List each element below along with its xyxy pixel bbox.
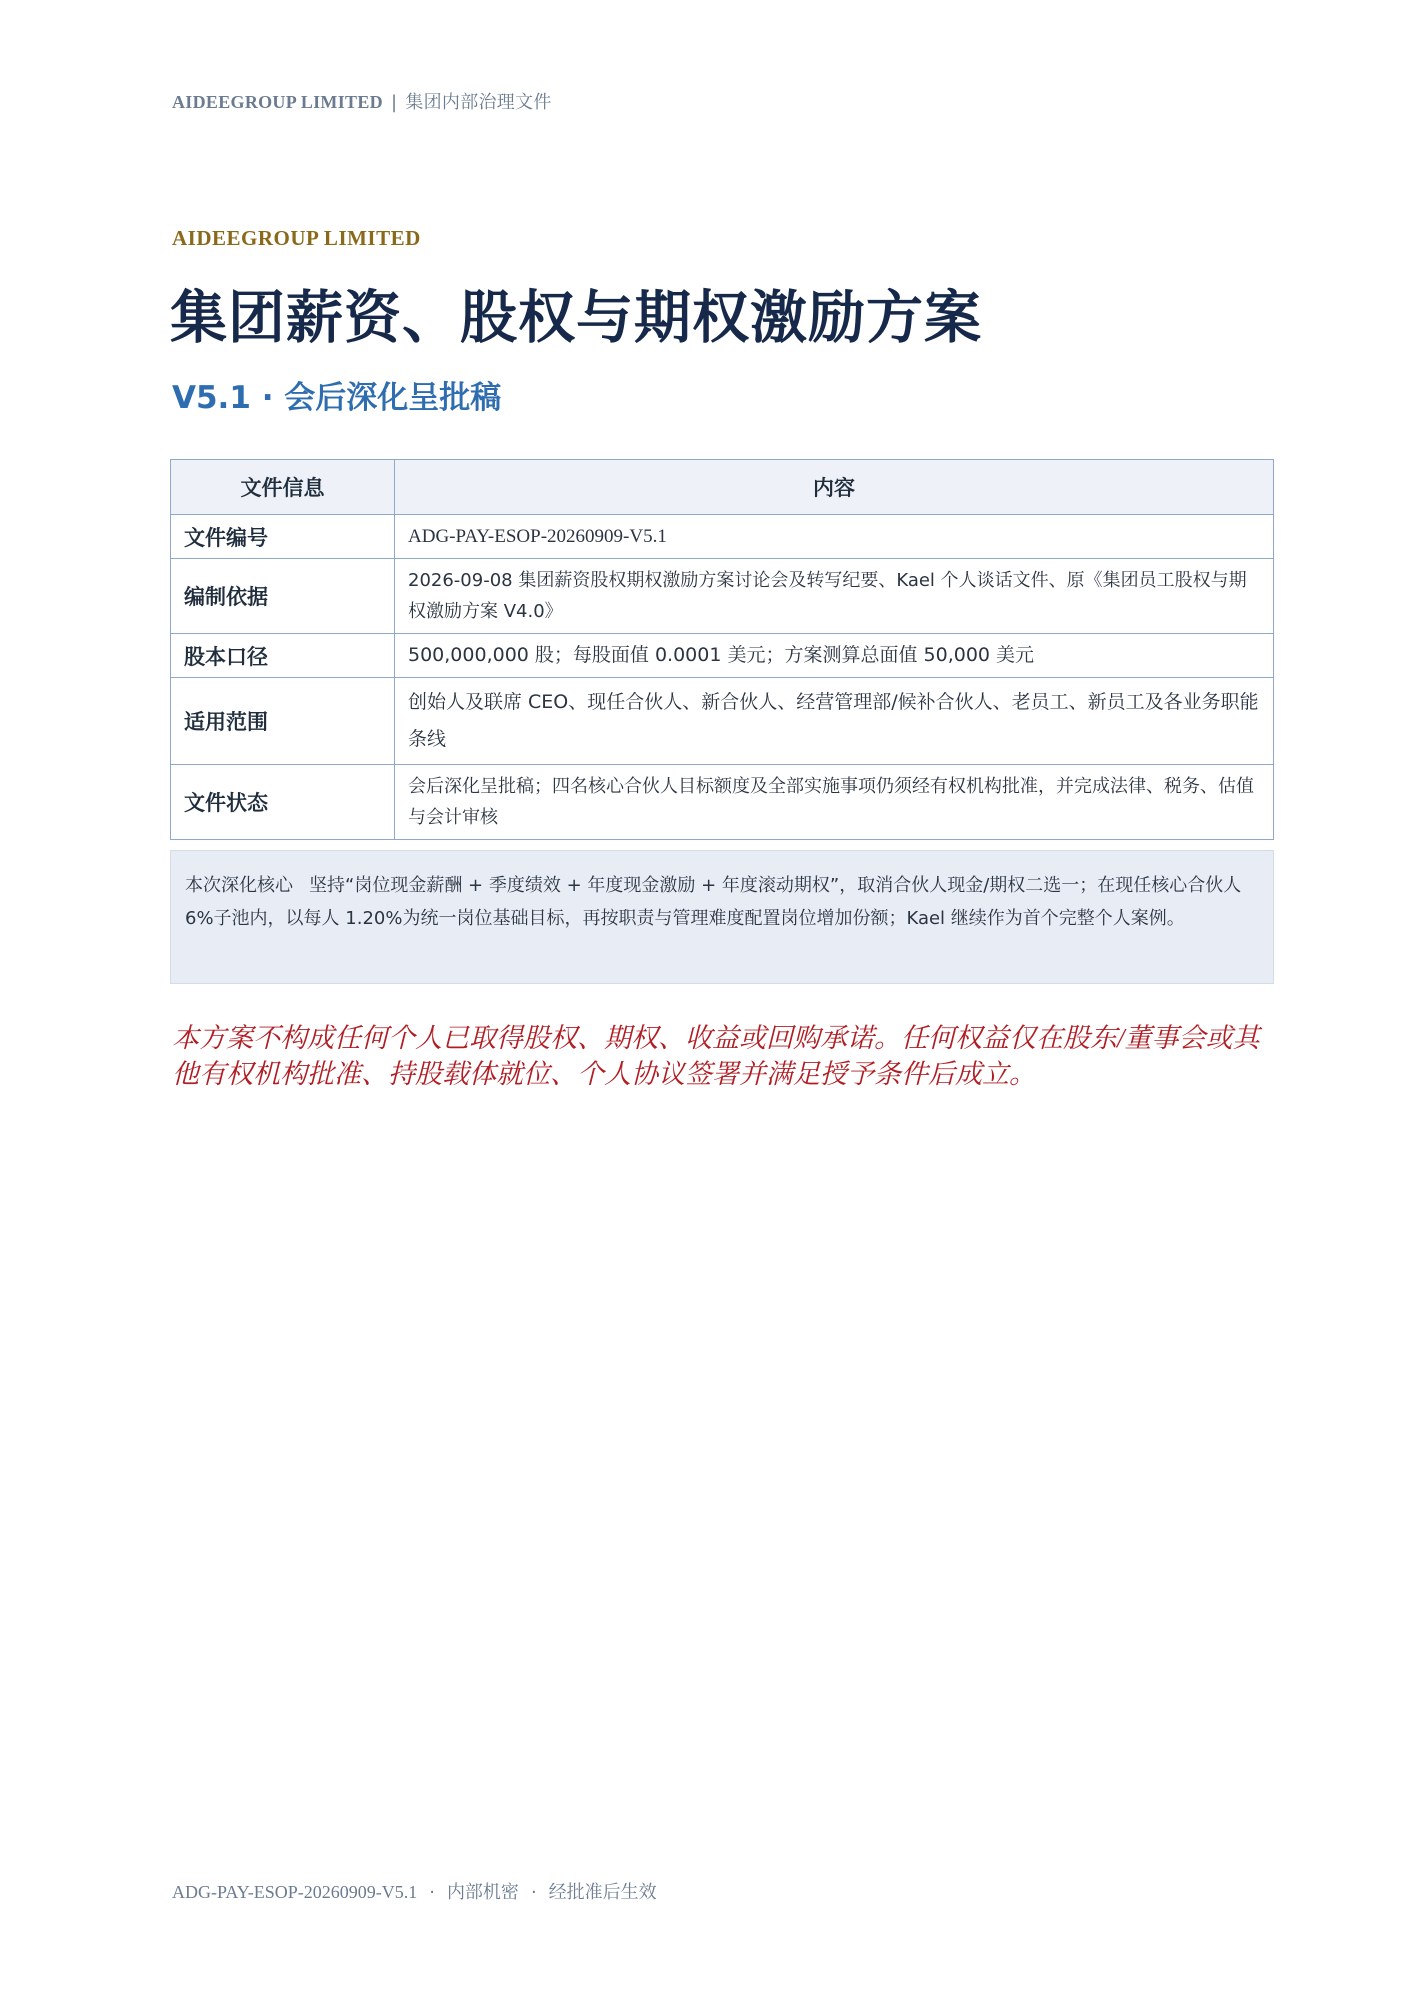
row-label: 适用范围 — [171, 678, 395, 765]
column-header-info: 文件信息 — [171, 460, 395, 515]
footer-confidentiality: 内部机密 — [446, 1882, 519, 1903]
row-label: 股本口径 — [171, 634, 395, 678]
row-label: 文件状态 — [171, 765, 395, 840]
header-separator: | — [390, 92, 398, 113]
cover-eyebrow: AIDEEGROUP LIMITED — [172, 226, 421, 250]
callout-text: 坚持“岗位现金薪酬 + 季度绩效 + 年度现金激励 + 年度滚动期权”，取消合伙人现金/期权二选一；在现任核心合伙人 6%子池内，以每人 1.20%为统一岗位基础目标，再按职责与管理难度配置岗位增加份额；Kael 继续作为首个完整个人案例。 — [185, 875, 1242, 929]
row-value: 2026-09-08 集团薪资股权期权激励方案讨论会及转写纪要、Kael 个人谈话文件、原《集团员工股权与期权激励方案 V4.0》 — [395, 559, 1274, 634]
table-row — [171, 634, 1274, 678]
running-header — [172, 88, 552, 114]
row-value: 会后深化呈批稿；四名核心合伙人目标额度及全部实施事项仍须经有权机构批准，并完成法律、税务、估值与会计审核 — [395, 765, 1274, 840]
row-value: 500,000,000 股；每股面值 0.0001 美元；方案测算总面值 50,000 美元 — [395, 634, 1274, 678]
table-row — [171, 515, 1274, 559]
row-label: 编制依据 — [171, 559, 395, 634]
footer-effect: 经批准后生效 — [548, 1882, 657, 1903]
row-value: 创始人及联席 CEO、现任合伙人、新合伙人、经营管理部/候补合伙人、老员工、新员工及各业务职能条线 — [395, 678, 1274, 765]
document-info-table — [170, 459, 1274, 840]
footer-separator: · — [530, 1882, 537, 1903]
document-title: 集团薪资、股权与期权激励方案 — [170, 285, 982, 351]
row-value: ADG-PAY-ESOP-20260909-V5.1 — [395, 515, 1274, 559]
table-row — [171, 765, 1274, 840]
footer-doc-id: ADG-PAY-ESOP-20260909-V5.1 — [172, 1882, 418, 1902]
table-header-row — [171, 460, 1274, 515]
header-category: 集团内部治理文件 — [405, 92, 552, 113]
callout-lead: 本次深化核心 — [185, 875, 293, 896]
footer-separator: · — [429, 1882, 435, 1903]
document-subtitle: V5.1 · 会后深化呈批稿 — [172, 380, 502, 416]
table-row — [171, 559, 1274, 634]
table-row — [171, 678, 1274, 765]
legal-disclaimer: 本方案不构成任何个人已取得股权、期权、收益或回购承诺。任何权益仅在股东/董事会或其他有权机构批准、持股载体就位、个人协议签署并满足授予条件后成立。 — [172, 1023, 1260, 1089]
header-brand: AIDEEGROUP LIMITED — [172, 92, 383, 112]
summary-callout — [170, 850, 1274, 984]
row-label: 文件编号 — [171, 515, 395, 559]
column-header-content: 内容 — [395, 460, 1274, 515]
page-footer — [172, 1878, 657, 1904]
